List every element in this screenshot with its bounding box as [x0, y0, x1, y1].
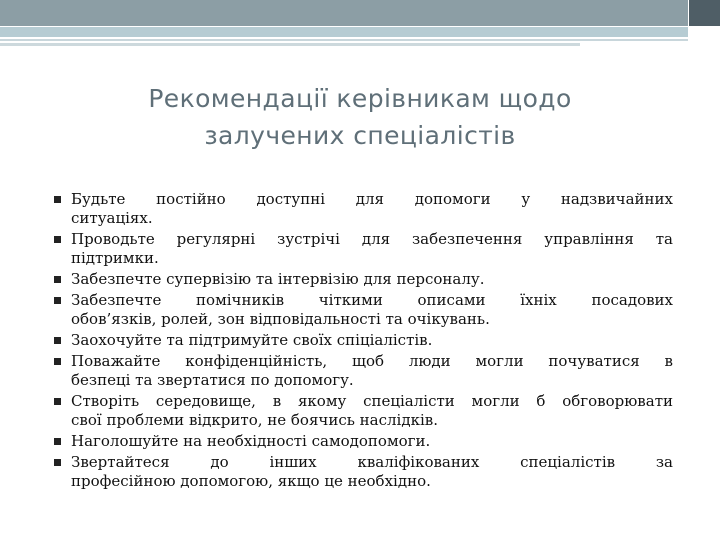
bullet-text-line: підтримки.	[71, 249, 159, 267]
header-bar-accent	[689, 0, 720, 26]
bullet-square-icon	[54, 459, 61, 466]
bullet-item	[50, 270, 673, 289]
bullet-text-line: свої проблеми відкрито, не боячись наслідків.	[71, 411, 438, 429]
bullet-text-line: Будьте постійно доступні для допомоги у надзвичайних	[71, 190, 673, 208]
bullet-text-line: Наголошуйте на необхідності самодопомоги.	[71, 432, 431, 450]
bullet-item	[50, 331, 673, 350]
bullet-text-line: Створіть середовище, в якому спеціалісти могли б обговорювати	[71, 392, 673, 410]
bullet-square-icon	[54, 276, 61, 283]
slide-title-line-1: Рекомендації керівникам щодо	[148, 84, 572, 113]
bullet-text-line: Забезпечте помічників чіткими описами їхніх посадових	[71, 291, 673, 309]
bullet-square-icon	[54, 236, 61, 243]
bullet-item	[50, 432, 673, 451]
header-bar	[0, 0, 688, 26]
header-rule-short	[0, 43, 580, 46]
bullet-item	[50, 291, 673, 329]
bullet-text-line: ситуаціях.	[71, 209, 153, 227]
bullet-item	[50, 453, 673, 491]
bullet-item	[50, 230, 673, 268]
bullet-text-line: безпеці та звертатися по допомогу.	[71, 371, 354, 389]
bullet-square-icon	[54, 358, 61, 365]
bullet-list	[50, 190, 673, 491]
bullet-text-line: Проводьте регулярні зустрічі для забезпечення управління та	[71, 230, 673, 248]
bullet-square-icon	[54, 196, 61, 203]
bullet-item	[50, 190, 673, 228]
header-stripe	[0, 27, 688, 37]
bullet-square-icon	[54, 398, 61, 405]
bullet-item	[50, 352, 673, 390]
bullet-text-line: Поважайте конфіденційність, щоб люди могли почуватися в	[71, 352, 673, 370]
header-rule-long	[0, 39, 688, 41]
bullet-square-icon	[54, 337, 61, 344]
bullet-square-icon	[54, 297, 61, 304]
bullet-square-icon	[54, 438, 61, 445]
bullet-text-line: Забезпечте супервізію та інтервізію для персоналу.	[71, 270, 485, 288]
slide-title-line-2: залучених спеціалістів	[204, 121, 516, 150]
bullet-text-line: обов’язків, ролей, зон відповідальності та очікувань.	[71, 310, 490, 328]
slide-title	[0, 80, 720, 154]
bullet-text-line: професійною допомогою, якщо це необхідно.	[71, 472, 431, 490]
bullet-text-line: Заохочуйте та підтримуйте своїх спіціалістів.	[71, 331, 433, 349]
bullet-item	[50, 392, 673, 430]
bullet-text-line: Звертайтеся до інших кваліфікованих спеціалістів за	[71, 453, 673, 471]
